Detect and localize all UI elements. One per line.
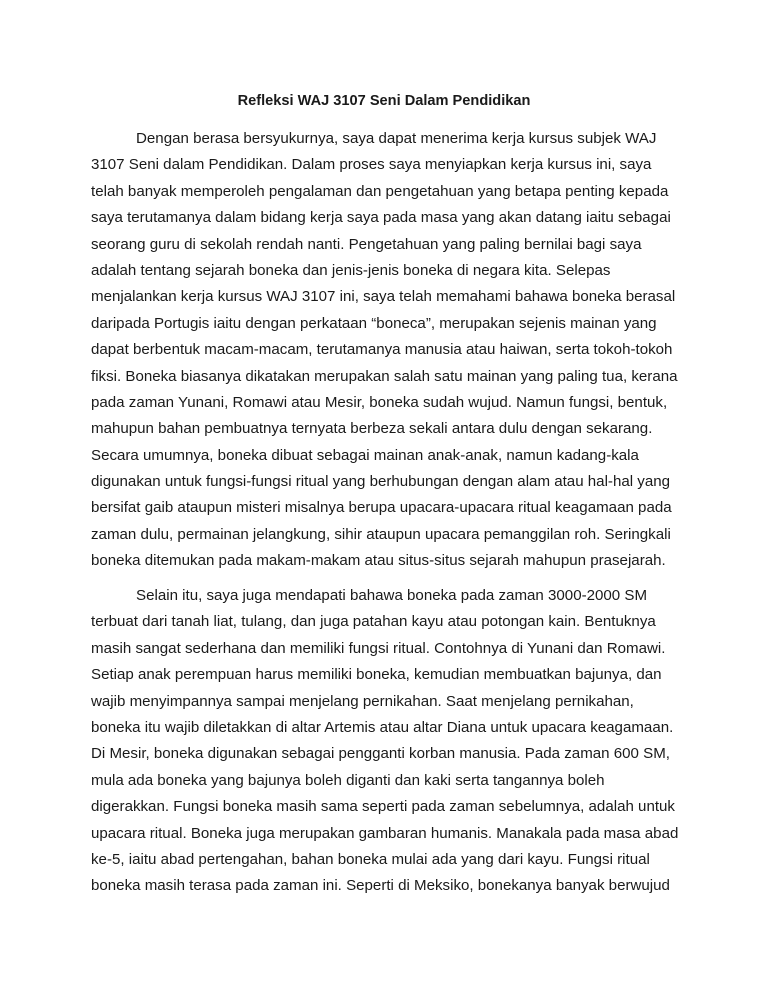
paragraph-line: zaman dulu, permainan jelangkung, sihir ataupun upacara pemanggilan roh. Seringkali xyxy=(91,525,671,543)
paragraph-line: menjalankan kerja kursus WAJ 3107 ini, saya telah memahami bahawa boneka berasal xyxy=(91,288,676,306)
document-title: Refleksi WAJ 3107 Seni Dalam Pendidikan xyxy=(237,93,531,109)
paragraph-line: wajib menyimpannya sampai menjelang pernikahan. Saat menjelang pernikahan, xyxy=(91,692,634,710)
paragraph-line: 3107 Seni dalam Pendidikan. Dalam proses saya menyiapkan kerja kursus ini, saya xyxy=(91,156,652,174)
paragraph-line: masih sangat sederhana dan memiliki fungsi ritual. Contohnya di Yunani dan Romawi. xyxy=(91,639,666,657)
paragraph-line: telah banyak memperoleh pengalaman dan pengetahuan yang betapa penting kepada xyxy=(91,182,669,200)
paragraph-line: adalah tentang sejarah boneka dan jenis-jenis boneka di negara kita. Selepas xyxy=(91,261,611,279)
paragraph-line: Selain itu, saya juga mendapati bahawa boneka pada zaman 3000-2000 SM xyxy=(136,587,648,604)
paragraph-line: boneka itu wajib diletakkan di altar Artemis atau altar Diana untuk upacara keagamaan. xyxy=(91,718,674,736)
paragraph-line: Dengan berasa bersyukurnya, saya dapat menerima kerja kursus subjek WAJ xyxy=(136,130,657,147)
paragraph-line: digerakkan. Fungsi boneka masih sama seperti pada zaman sebelumnya, adalah untuk xyxy=(91,798,675,816)
paragraph-line: seorang guru di sekolah rendah nanti. Pengetahuan yang paling bernilai bagi saya xyxy=(91,235,642,253)
paragraph-line: upacara ritual. Boneka juga merupakan gambaran humanis. Manakala pada masa abad xyxy=(91,824,679,842)
paragraph-line: mahupun bahan pembuatnya ternyata berbeza sekali antara dulu dengan sekarang. xyxy=(91,420,653,438)
paragraph-line: ke-5, iaitu abad pertengahan, bahan boneka mulai ada yang dari kayu. Fungsi ritual xyxy=(91,850,650,868)
paragraph-line: daripada Portugis iaitu dengan perkataan “boneca”, merupakan sejenis mainan yang xyxy=(91,314,657,332)
paragraph-line: mula ada boneka yang bajunya boleh diganti dan kaki serta tangannya boleh xyxy=(91,771,605,789)
paragraph-line: bersifat gaib ataupun misteri misalnya berupa upacara-upacara ritual keagamaan pada xyxy=(91,499,672,517)
paragraph-line: digunakan untuk fungsi-fungsi ritual yang berhubungan dengan alam atau hal-hal yang xyxy=(91,473,671,491)
paragraph-line: Secara umumnya, boneka dibuat sebagai mainan anak-anak, namun kadang-kala xyxy=(91,446,639,464)
paragraph-line: boneka ditemukan pada makam-makam atau situs-situs sejarah mahupun prasejarah. xyxy=(91,552,666,570)
paragraph-line: dapat berbentuk macam-macam, terutamanya manusia atau haiwan, serta tokoh-tokoh xyxy=(91,341,673,359)
paragraph-1 xyxy=(91,126,691,575)
paragraph-line: saya terutamanya dalam bidang kerja saya pada masa yang akan datang iaitu sebagai xyxy=(91,209,671,227)
paragraph-line: boneka masih terasa pada zaman ini. Seperti di Meksiko, bonekanya banyak berwujud xyxy=(91,877,670,895)
paragraph-2 xyxy=(91,583,691,900)
paragraph-line: pada zaman Yunani, Romawi atau Mesir, boneka sudah wujud. Namun fungsi, bentuk, xyxy=(91,393,668,411)
paragraph-line: Di Mesir, boneka digunakan sebagai pengganti korban manusia. Pada zaman 600 SM, xyxy=(91,745,670,763)
paragraph-line: terbuat dari tanah liat, tulang, dan juga patahan kayu atau potongan kain. Bentuknya xyxy=(91,613,656,631)
paragraph-line: Setiap anak perempuan harus memiliki boneka, kemudian membuatkan bajunya, dan xyxy=(91,666,662,684)
paragraph-line: fiksi. Boneka biasanya dikatakan merupakan salah satu mainan yang paling tua, kerana xyxy=(91,367,678,385)
